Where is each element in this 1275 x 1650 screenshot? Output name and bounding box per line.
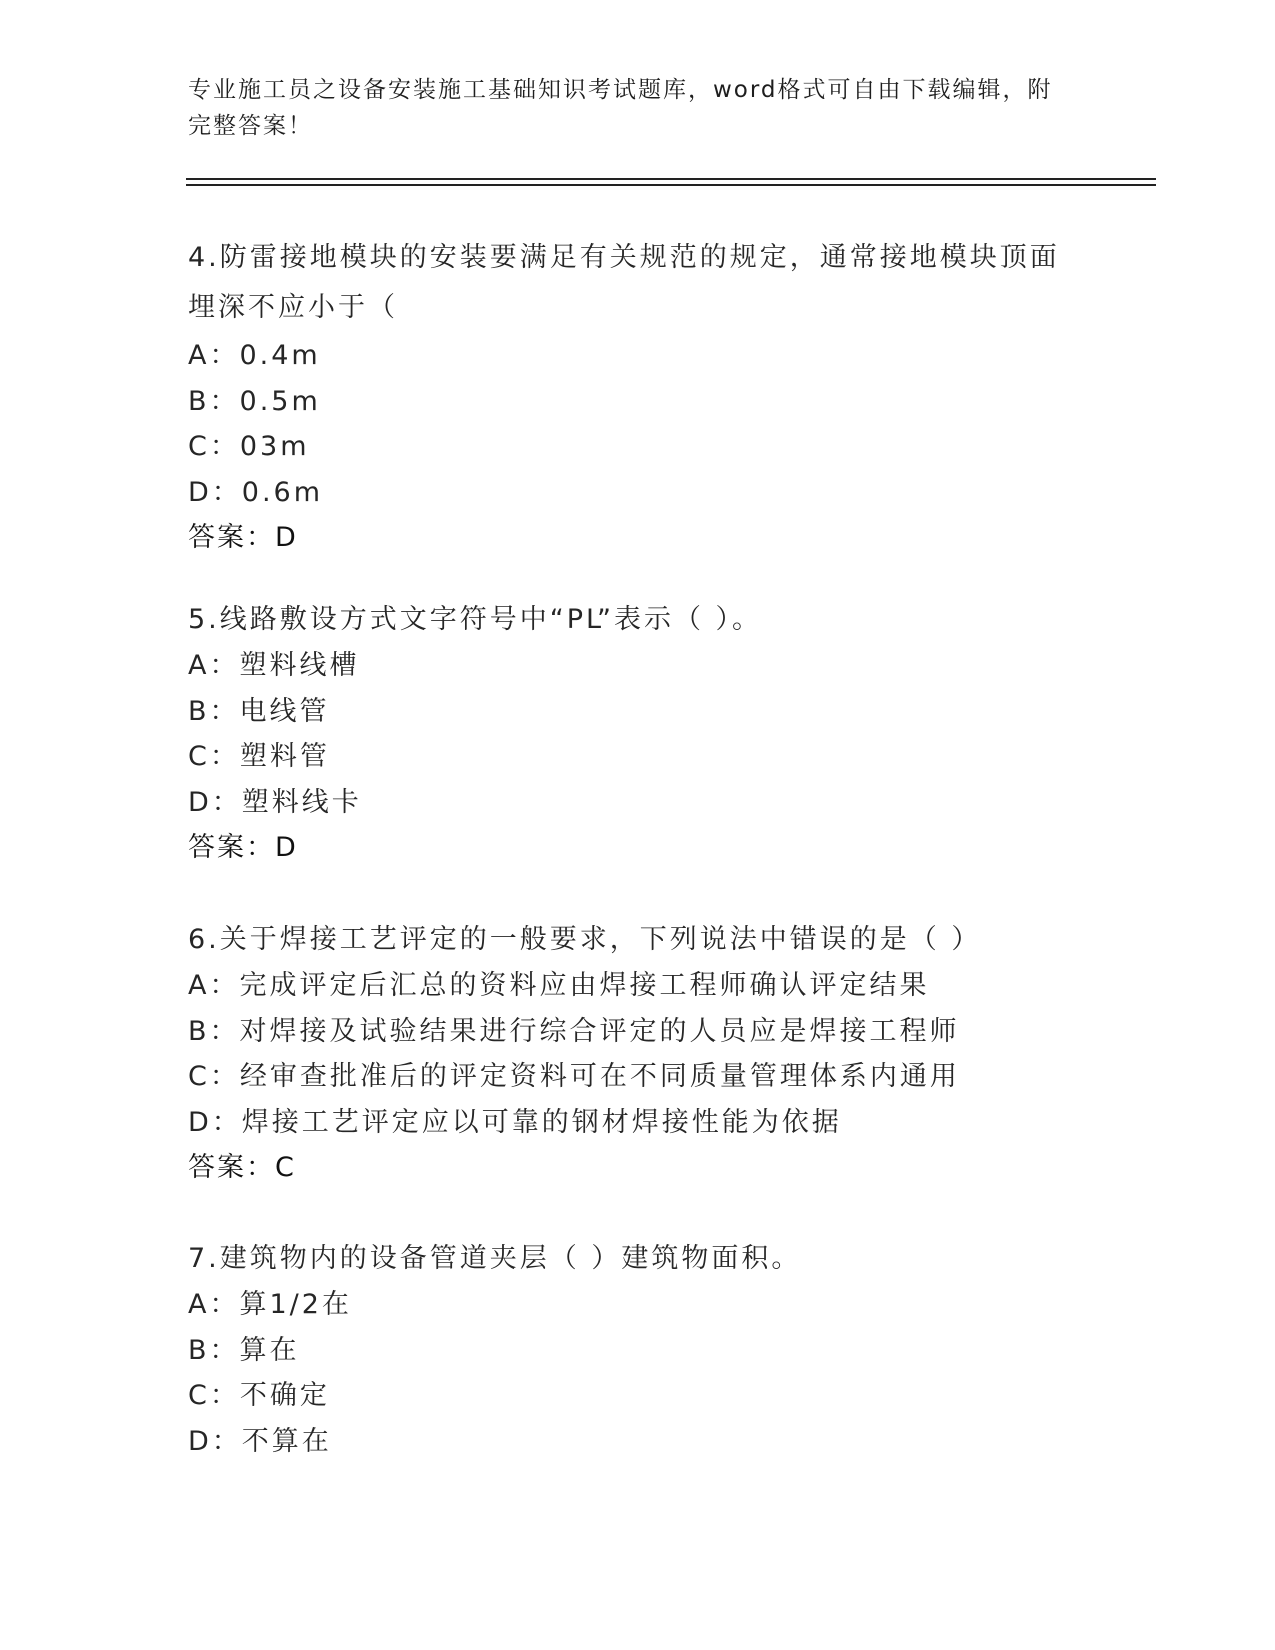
document-header: 专业施工员之设备安装施工基础知识考试题库，word格式可自由下载编辑，附完整答案！ bbox=[188, 77, 1053, 139]
option-d: D：塑料线卡 bbox=[188, 786, 362, 818]
option-c: C：经审查批准后的评定资料可在不同质量管理体系内通用 bbox=[188, 1061, 960, 1092]
option-c: C：塑料管 bbox=[188, 741, 330, 772]
option-c: C：不确定 bbox=[188, 1380, 330, 1411]
question-text: 4.防雷接地模块的安装要满足有关规范的规定，通常接地模块顶面埋深不应小于（ bbox=[188, 242, 1060, 323]
question-7 bbox=[188, 1236, 1088, 1464]
option-b: B：电线管 bbox=[188, 695, 330, 727]
option-b: B：算在 bbox=[188, 1334, 300, 1366]
question-6 bbox=[188, 917, 1088, 1191]
option-d: D：焊接工艺评定应以可靠的钢材焊接性能为依据 bbox=[188, 1106, 842, 1138]
question-5 bbox=[188, 597, 1088, 871]
question-text: 7.建筑物内的设备管道夹层（ ）建筑物面积。 bbox=[188, 1243, 802, 1274]
question-4 bbox=[188, 233, 1088, 561]
option-d: D：0.6m bbox=[188, 476, 324, 508]
header-divider-bottom bbox=[186, 184, 1156, 186]
header-divider-top bbox=[186, 178, 1156, 180]
option-a: A：0.4m bbox=[188, 340, 321, 371]
question-text: 6.关于焊接工艺评定的一般要求，下列说法中错误的是（ ） bbox=[188, 924, 982, 955]
answer-line: 答案：C bbox=[188, 1152, 296, 1183]
option-a: A：完成评定后汇总的资料应由焊接工程师确认评定结果 bbox=[188, 970, 930, 1001]
option-c: C：03m bbox=[188, 431, 310, 462]
option-a: A：塑料线槽 bbox=[188, 650, 360, 681]
answer-line: 答案：D bbox=[188, 832, 298, 863]
option-b: B：0.5m bbox=[188, 385, 321, 417]
option-b: B：对焊接及试验结果进行综合评定的人员应是焊接工程师 bbox=[188, 1015, 960, 1047]
option-a: A：算1/2在 bbox=[188, 1289, 352, 1320]
answer-line: 答案：D bbox=[188, 522, 298, 553]
question-text: 5.线路敷设方式文字符号中“PL”表示（ ）。 bbox=[188, 604, 763, 635]
option-d: D：不算在 bbox=[188, 1425, 332, 1457]
